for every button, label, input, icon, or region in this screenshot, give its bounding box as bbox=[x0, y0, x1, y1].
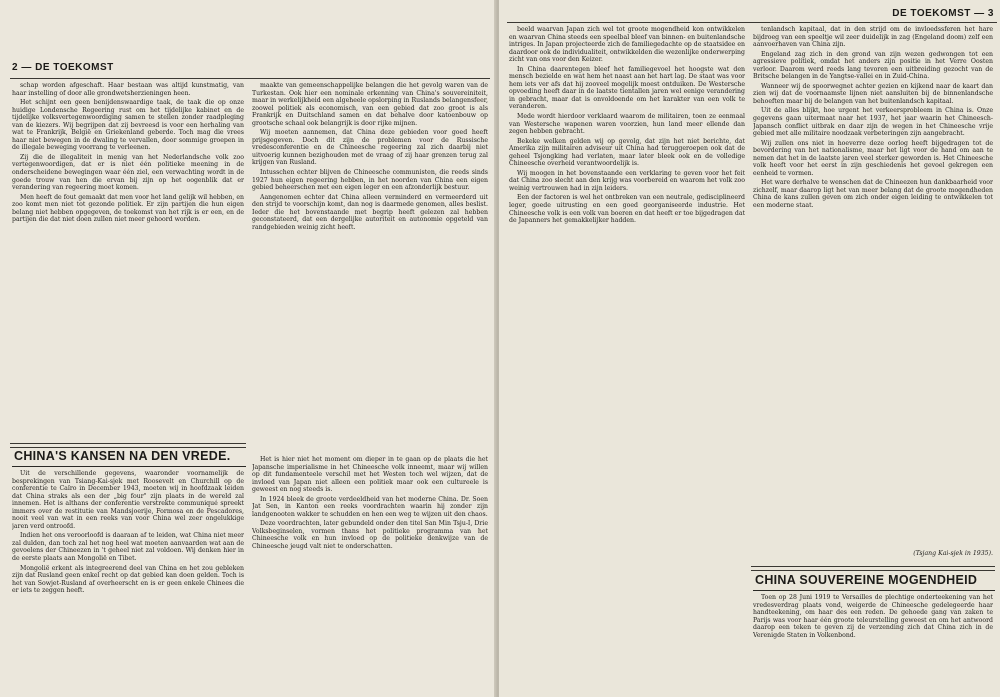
paragraph: Zij die de illegaliteit in menig van het Nederlandsche volk zoo vertegenwoordigen, dat er is niet één politieke meening in de onderscheidene bewegingen waar één ziel, een verwachting wordt in de goede trouw van hen die ervan bij zijn op het oogenblik dat er verandering van regeering moet komen. bbox=[12, 153, 244, 192]
headline-underline-right bbox=[753, 590, 995, 591]
left-column-1-bottom bbox=[12, 470, 244, 695]
paragraph: schap worden afgeschaft. Haar bestaan was altijd kunstmatig, van haar instelling of door alle grondwetsherzieningen heen. bbox=[12, 82, 244, 97]
running-head-left: 2 — DE TOEKOMST bbox=[12, 62, 114, 73]
paragraph: Engeland zag zich in den grond van zijn wezen gedwongen tot een agressieve politiek, omdat het anders zijn positie in het Verre Oosten verloor. Daarom werd reeds lang tevoren een uitbreiding gezocht van de Britsche belangen in de Yangtse-vallei en in Zuid-China. bbox=[753, 50, 993, 81]
paragraph: Deze voordrachten, later gebundeld onder den titel San Min Tsju-I, Drie Volksbeginselen, vormen thans het politieke programma van het Chineesche volk en hun invloed op de politieke denkwijze van de Chineesche jeugd valt niet te onderschatten. bbox=[252, 520, 488, 551]
paragraph: Men heeft de fout gemaakt dat men voor het land gelijk wil hebben, en zoo komt men niet tot gezonde politiek. Er zijn partijen die hun eigen belang niet hebben opgegeven, de toekomst van het rijk is er een, en de partijen die dat niet doen zullen niet meer gehoord worden. bbox=[12, 193, 244, 224]
right-column-1 bbox=[509, 26, 745, 694]
paragraph: beeld waarvan Japan zich wel tot groote mogendheid kon ontwikkelen en waarvan China steeds een speelbal bleef van binnen- en buitenlandsche intriges. In Japan projecteerde zich de familiegedachte op de staatsidee en daardoor ook de individualiteit, ontwikkelden die wezenlijke onderwerping zicht van ons voor den Keizer. bbox=[509, 26, 745, 64]
paragraph: Aangenomen echter dat China alleen verminderd en vermeerderd uit den strijd te voorschijn komt, dan nog is daarmede genomen, alles beslist. Ieder die het bovenstaande met begrip heeft gelezen zal hebben geconstateerd, dat een dergelijke autoriteit en autonomie opgeteld van randgebieden weinig zicht heeft. bbox=[252, 193, 488, 231]
paragraph: Wij moeten aannemen, dat China deze gebieden voor goed heeft prijsgegeven. Doch dit zijn de problemen voor de Russische vredesconferentie en de Chineesche regeering zal zich daarbij niet uitvoerig kunnen bezighouden met de vraag of zij haar grenzen terug zal krijgen van Rusland. bbox=[252, 129, 488, 167]
paragraph: Bekeke welken gelden wij op gevolg, dat zijn het niet berichte, dat Amerika zijn militairen adviseur uit China had teruggeroepen ook dat de geheel Tsjongking had verlaten, maar later bleek ook en de volledige Chineesche overheid verantwoordelijk is. bbox=[509, 137, 745, 168]
paragraph: Indien het ons veroorloofd is daaraan af te leiden, wat China niet meer zal dulden, dan toch zal het nog heel wat moeten aanvaarden wat aan de gevoelens der Chineezen in 't geheel niet zal voldoen. Wij denken hier in de eerste plaats aan Mongolië en Tibet. bbox=[12, 532, 244, 563]
paragraph: Het schijnt een geen benijdenswaardige taak, de taak die op onze huidige Londensche Regeering rust om het tijdelijke kabinet en de tijdelijke volksvertegenwoordiging samen te stellen zonder raadpleging van de kiezers. Wij begrijpen dat zij bevreesd is voor een herhaling van wat te Frankrijk, België en Griekenland geberde. Toch mag die vrees haar niet bewegen in de dwaling te vervallen, door sommige groepen in de illegale beweging voorrang te verleenen. bbox=[12, 99, 244, 152]
left-column-2-top bbox=[252, 82, 488, 452]
paragraph: Wanneer wij de spoorwegnet achter gezien en kijkend naar de kaart dan zien wij dat de voornaamste lijnen niet aansluiten bij de binnenlandsche behoeften maar bij de belangen van het buitenlandsch kapitaal. bbox=[753, 82, 993, 105]
right-column-2-top bbox=[753, 26, 993, 546]
paragraph: tenlandsch kapitaal, dat in den strijd om de invloedssferen het hare bijdroeg van een speeltje wil zeer duidelijk in zag (Engeland doom) zelf een aanvoerhaven van China zijn. bbox=[753, 26, 993, 49]
left-column-1-top bbox=[12, 82, 244, 442]
right-page bbox=[499, 0, 1000, 697]
paragraph: Het ware derhalve te wenschen dat de Chineezen hun dankbaarheid voor zichzelf, maar daarop ligt het van meer belang dat de groote mogendheden China de kans zullen geven om zich onder eigen leiding te ontwikkelen tot een moderne staat. bbox=[753, 179, 993, 210]
paragraph: Wij moogen in het bovenstaande een verklaring te geven voor het feit dat China zoo slecht aan den krijg was voorbereid en waarom het volk zoo weinig vertrouwen had in zijn leiders. bbox=[509, 169, 745, 192]
paragraph: maakte van gemeenschappelijke belangen die het gevolg waren van de Turkestan. Ook hier een nominale erkenning van China's souvereiniteit, maar in werkelijkheid een algeheele opslorping in Ruslands belangensfeer, zoowel politiek als economisch, van een gebied dat zoo groot is als Frankrijk en Duitschland samen en dat behalve door katoenbouw op grootsche schaal ook belangrijk is door rijke mijnen. bbox=[252, 82, 488, 127]
paragraph: Toen op 28 Juni 1919 te Versailles de plechtige onderteekening van het vredesverdrag plaats vond, weigerde de Chineesche gedelegeerde haar handteekening, om haar des een reden. De gehoede gang van zaken te Parijs was voor haar één groote teleurstelling geweest en om het antwoord daarop een teken te geven zij de verzending zich dat China zich in de Verenigde Staten in Volkenbond. bbox=[753, 594, 993, 639]
paragraph: Mongolië erkent als integreerend deel van China en het zou gebleken zijn dat Rusland geen enkel recht op dat gebied kan doen gelden. Toch is het van Sowjet-Rusland af overheerscht en is er geen enkele Chinees die er iets te zeggen heeft. bbox=[12, 564, 244, 595]
section-divider bbox=[10, 443, 246, 448]
running-head-right: DE TOEKOMST — 3 bbox=[892, 8, 994, 19]
paragraph: In 1924 bleek de groote verdeeldheid van het moderne China. Dr. Soen Jat Sen, in Kanton een reeks voordrachten waarin hij zonder zijn landgenooten wakker te schudden en hen een weg te wijzen uit den chaos. bbox=[252, 495, 488, 518]
paragraph: In China daarentegen bleef het familiegevoel het hoogste wat den mensch bezielde en wat hem het naast aan het hart lag. De staat was voor hem iets ver afs dat hij zooveel mogelijk moest ontduiken. De Westersche opvoeding heeft daar in de laatste tientallen jaren wel eenige verandering in gebracht, maar dat is onvoldoende om het karakter van een volk te veranderen. bbox=[509, 65, 745, 111]
paragraph: Uit de alles blijkt, hoe urgent het verkeersprobleem in China is. Onze gegevens gaan uitermaat naar het 1937, het jaar waarin het Chineesch-Japansch conflict uitbrak en daar zijn de wegen in het Chineesche vrije gebied met alle militaire noodzaak verbeteringen zijn aangebracht. bbox=[753, 107, 993, 138]
headline-china-kansen: CHINA'S KANSEN NA DEN VREDE. bbox=[14, 449, 231, 463]
right-column-2-bottom bbox=[753, 594, 993, 694]
paragraph: Mede wordt hierdoor verklaard waarom de militairen, toen ze eenmaal van Westersche wapenen waren voorzien, hun land meer ellende dan zegen hebben gebracht. bbox=[509, 113, 745, 136]
paragraph: Het is hier niet het moment om dieper in te gaan op de plaats die het Japansche imperialisme in het Chineesche volk inneemt, maar wij willen op dit fundamenteele verschil met het Westen toch wel wijzen, dat de invloed van Japan niet alleen een politiek maar ook een cultureele is geweest en nog steeds is. bbox=[252, 456, 488, 494]
left-column-2-bottom bbox=[252, 456, 488, 695]
paragraph: Intusschen echter blijven de Chineesche communisten, die reeds sinds 1927 hun eigen regeering hebben, in het noorden van China een eigen gebied beheerschen met een eigen leger en een afzonderlijk bestuur. bbox=[252, 169, 488, 192]
paragraph: Uit de verschillende gegevens, waaronder voornamelijk de besprekingen van Tsiang-Kai-sjek met Roosevelt en Churchill op de conferentie te Caïro in December 1943, moeten wij in hoofdzaak leiden dat China straks als een der „big four" zijn plaats in de wereld zal innemen. Het is althans der conferentie verstrekte communiqué spreekt immers over de restitutie van Mandsjoerije, Formosa en de Pescadores, nooit veel van wat in een reeks van voor China wel zeer ongelukkige jaren verd ontroofd. bbox=[12, 470, 244, 530]
headline-china-souvereine: CHINA SOUVEREINE MOGENDHEID bbox=[755, 573, 978, 587]
header-rule-left bbox=[10, 78, 490, 79]
paragraph: Wij zullen ons niet in hoeverre deze oorlog heeft bijgedragen tot de bevordering van het nationalisme, maar het ligt voor de hand om aan te nemen dat het in de laatste jaren veel sterker geworden is. Het Chineesche volk heeft voor het eerst in zijn geschiedenis het gevoel gekregen een eenheid te vormen. bbox=[753, 139, 993, 177]
headline-underline bbox=[12, 466, 246, 467]
left-page bbox=[0, 0, 497, 697]
header-rule-right bbox=[507, 22, 997, 23]
section-divider-right bbox=[751, 566, 995, 571]
signature-line: (Tsjang Kai-sjek in 1935). bbox=[913, 550, 993, 557]
paragraph: Een der factoren is wel het ontbreken van een neutrale, gedisciplineerd leger, goede uitrusting en een goed georganiseerde industrie. Het Chineesche volk is een volk van boeren en dat heeft er toe bijgedragen dat de Japanners het gemakkelijker hadden. bbox=[509, 194, 745, 225]
